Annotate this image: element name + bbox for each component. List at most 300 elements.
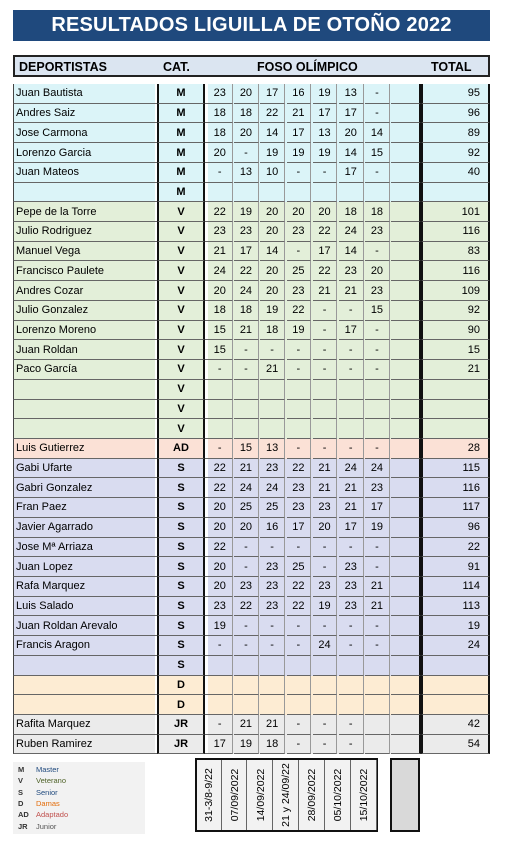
score-cell: - <box>313 616 338 636</box>
score-cell: 22 <box>287 597 312 617</box>
score-cell <box>208 676 233 696</box>
date-cell <box>327 760 352 830</box>
score-cell <box>208 656 233 676</box>
score-cell: - <box>208 360 233 380</box>
score-cell: 25 <box>260 498 285 518</box>
score-cell: 23 <box>365 281 390 301</box>
score-cell: 23 <box>339 261 364 281</box>
date-cell <box>223 760 248 830</box>
athlete-name: Javier Agarrado <box>13 518 155 538</box>
score-cell: 20 <box>208 577 233 597</box>
score-cell: - <box>313 557 338 577</box>
score-cell: 17 <box>260 84 285 104</box>
score-cell: 23 <box>287 281 312 301</box>
athlete-name <box>13 419 155 439</box>
category-cell: V <box>157 222 205 242</box>
score-cell: 14 <box>339 143 364 163</box>
score-cell: 21 <box>234 715 259 735</box>
score-cell: - <box>287 715 312 735</box>
category-cell: V <box>157 321 205 341</box>
score-cell <box>208 419 233 439</box>
athlete-name <box>13 380 155 400</box>
category-cell: S <box>157 656 205 676</box>
category-cell: V <box>157 400 205 420</box>
score-cell: 15 <box>208 321 233 341</box>
score-cell <box>313 380 338 400</box>
score-cell <box>365 380 390 400</box>
table-row <box>13 261 490 281</box>
table-row <box>13 360 490 380</box>
score-cell <box>391 380 421 400</box>
total-cell: 96 <box>421 518 490 538</box>
score-cell <box>391 202 421 222</box>
score-cell: 17 <box>208 735 233 755</box>
score-cell: 23 <box>208 84 233 104</box>
score-cell: - <box>365 321 390 341</box>
total-cell: 116 <box>421 478 490 498</box>
score-cell: 22 <box>313 261 338 281</box>
athlete-name: Pepe de la Torre <box>13 202 155 222</box>
score-cell: 24 <box>365 459 390 479</box>
athlete-name: Juan Roldan <box>13 340 155 360</box>
score-cell: - <box>339 301 364 321</box>
score-cell: 20 <box>365 261 390 281</box>
athlete-name: Fran Paez <box>13 498 155 518</box>
score-cell: - <box>313 360 338 380</box>
score-cell: 21 <box>234 459 259 479</box>
score-cell: - <box>234 360 259 380</box>
score-cell: 17 <box>339 321 364 341</box>
score-cell: 23 <box>260 557 285 577</box>
score-cell: 23 <box>287 222 312 242</box>
table-row <box>13 400 490 420</box>
score-cell <box>391 478 421 498</box>
score-cell: 19 <box>260 301 285 321</box>
score-cell: - <box>339 715 364 735</box>
score-cell <box>339 400 364 420</box>
category-cell: S <box>157 597 205 617</box>
table-row <box>13 557 490 577</box>
category-cell: S <box>157 478 205 498</box>
table-row <box>13 478 490 498</box>
score-cell: 23 <box>287 498 312 518</box>
category-cell: M <box>157 123 205 143</box>
score-cell: - <box>234 143 259 163</box>
athlete-name: Juan Bautista <box>13 84 155 104</box>
date-cell <box>301 760 326 830</box>
header-total: TOTAL <box>431 60 472 74</box>
score-cell: 17 <box>313 242 338 262</box>
score-cell: - <box>208 636 233 656</box>
total-cell: 24 <box>421 636 490 656</box>
total-cell: 19 <box>421 616 490 636</box>
score-cell <box>391 261 421 281</box>
score-cell: 19 <box>234 202 259 222</box>
score-cell: - <box>365 557 390 577</box>
score-cell: - <box>313 715 338 735</box>
table-row <box>13 242 490 262</box>
athlete-name: Francisco Paulete <box>13 261 155 281</box>
legend-item <box>18 799 60 808</box>
total-cell: 101 <box>421 202 490 222</box>
score-cell: 23 <box>313 577 338 597</box>
score-cell: - <box>234 538 259 558</box>
header-cat: CAT. <box>163 60 190 74</box>
score-cell: 22 <box>234 597 259 617</box>
score-cell: 20 <box>234 84 259 104</box>
score-cell: 21 <box>260 715 285 735</box>
category-cell: V <box>157 242 205 262</box>
total-cell <box>421 695 490 715</box>
score-cell: - <box>260 538 285 558</box>
score-cell: - <box>287 636 312 656</box>
score-cell: 15 <box>365 143 390 163</box>
score-cell <box>234 676 259 696</box>
legend-code: AD <box>18 810 29 820</box>
score-cell: - <box>287 242 312 262</box>
score-cell <box>391 715 421 735</box>
score-cell: - <box>234 616 259 636</box>
table-row <box>13 183 490 203</box>
score-cell <box>391 143 421 163</box>
score-cell: 17 <box>313 104 338 124</box>
score-cell <box>287 676 312 696</box>
score-cell <box>391 695 421 715</box>
score-cell: 20 <box>260 202 285 222</box>
total-cell: 116 <box>421 261 490 281</box>
score-cell <box>287 183 312 203</box>
score-cell: 16 <box>287 84 312 104</box>
date-cell <box>197 760 222 830</box>
score-cell: 20 <box>260 281 285 301</box>
athlete-name: Luis Salado <box>13 597 155 617</box>
score-cell: 14 <box>339 242 364 262</box>
score-cell: 17 <box>339 518 364 538</box>
legend-code: M <box>18 765 25 774</box>
score-cell: - <box>365 636 390 656</box>
score-cell: - <box>260 340 285 360</box>
category-cell: S <box>157 459 205 479</box>
score-cell <box>260 380 285 400</box>
total-cell <box>421 183 490 203</box>
score-cell: 17 <box>287 123 312 143</box>
score-cell: - <box>234 340 259 360</box>
score-cell: 23 <box>208 222 233 242</box>
score-cell: 22 <box>208 538 233 558</box>
table-row <box>13 301 490 321</box>
total-cell: 115 <box>421 459 490 479</box>
score-cell: 25 <box>287 261 312 281</box>
score-cell <box>391 538 421 558</box>
athlete-name: Jose Carmona <box>13 123 155 143</box>
score-cell: - <box>339 735 364 755</box>
score-cell <box>339 419 364 439</box>
score-cell <box>260 695 285 715</box>
total-cell: 40 <box>421 163 490 183</box>
header-event: FOSO OLÍMPICO <box>257 60 358 74</box>
score-cell <box>391 557 421 577</box>
score-cell: 17 <box>365 498 390 518</box>
score-cell: 19 <box>260 143 285 163</box>
score-cell: - <box>234 636 259 656</box>
date-label: 28/09/2022 <box>306 768 319 822</box>
total-cell: 91 <box>421 557 490 577</box>
score-cell: 19 <box>234 735 259 755</box>
score-cell: 19 <box>365 518 390 538</box>
score-cell: 24 <box>339 222 364 242</box>
table-row <box>13 676 490 696</box>
athlete-name: Lorenzo Garcia <box>13 143 155 163</box>
table-row <box>13 715 490 735</box>
score-cell: 21 <box>339 281 364 301</box>
score-cell <box>391 104 421 124</box>
score-cell: - <box>287 340 312 360</box>
athlete-name: Jose Mª Arriaza <box>13 538 155 558</box>
score-cell: 22 <box>313 222 338 242</box>
score-cell: - <box>313 340 338 360</box>
date-cell <box>352 760 377 830</box>
score-cell: - <box>339 439 364 459</box>
athlete-name <box>13 400 155 420</box>
legend-item <box>18 765 59 774</box>
category-cell: M <box>157 143 205 163</box>
total-cell: 54 <box>421 735 490 755</box>
score-cell: 24 <box>208 261 233 281</box>
score-cell: 13 <box>339 84 364 104</box>
total-cell: 42 <box>421 715 490 735</box>
score-cell: 18 <box>234 104 259 124</box>
total-cell <box>421 676 490 696</box>
score-cell: 18 <box>260 321 285 341</box>
score-cell: 14 <box>260 123 285 143</box>
athlete-name: Gabi Ufarte <box>13 459 155 479</box>
table-row <box>13 616 490 636</box>
score-cell: 19 <box>313 143 338 163</box>
score-cell <box>234 380 259 400</box>
category-cell: V <box>157 340 205 360</box>
category-cell: S <box>157 518 205 538</box>
athlete-name: Juan Lopez <box>13 557 155 577</box>
table-row <box>13 695 490 715</box>
athlete-name: Paco García <box>13 360 155 380</box>
table-row <box>13 518 490 538</box>
category-legend <box>13 762 145 834</box>
category-cell: V <box>157 281 205 301</box>
score-cell <box>391 360 421 380</box>
category-cell: D <box>157 695 205 715</box>
category-cell: V <box>157 202 205 222</box>
score-cell: 19 <box>287 143 312 163</box>
total-cell <box>421 656 490 676</box>
table-row <box>13 577 490 597</box>
legend-code: V <box>18 776 24 786</box>
score-cell: 23 <box>339 577 364 597</box>
score-cell <box>391 676 421 696</box>
table-row <box>13 281 490 301</box>
score-cell: 20 <box>234 123 259 143</box>
athlete-name: Juan Mateos <box>13 163 155 183</box>
score-cell: 23 <box>234 222 259 242</box>
table-row <box>13 104 490 124</box>
score-cell: - <box>365 242 390 262</box>
table-row <box>13 656 490 676</box>
score-cell: 21 <box>234 321 259 341</box>
score-cell: 22 <box>208 459 233 479</box>
score-cell: 23 <box>365 222 390 242</box>
score-cell: 19 <box>313 84 338 104</box>
category-cell: M <box>157 84 205 104</box>
table-header <box>13 55 490 77</box>
category-cell: D <box>157 676 205 696</box>
category-cell: V <box>157 301 205 321</box>
score-cell: 18 <box>365 202 390 222</box>
score-cell: 24 <box>260 478 285 498</box>
score-cell <box>260 183 285 203</box>
category-cell: JR <box>157 715 205 735</box>
score-cell: - <box>287 439 312 459</box>
score-cell <box>313 676 338 696</box>
score-cell: 22 <box>287 577 312 597</box>
score-cell <box>365 183 390 203</box>
score-cell: 21 <box>313 478 338 498</box>
total-cell: 22 <box>421 538 490 558</box>
total-cell: 28 <box>421 439 490 459</box>
total-cell: 92 <box>421 143 490 163</box>
legend-label: Veterano <box>36 776 67 786</box>
score-cell <box>287 380 312 400</box>
score-cell: 18 <box>208 301 233 321</box>
score-cell <box>365 715 390 735</box>
score-cell: 21 <box>365 577 390 597</box>
score-cell <box>391 656 421 676</box>
score-cell: 22 <box>208 202 233 222</box>
score-cell: 19 <box>287 321 312 341</box>
total-cell: 95 <box>421 84 490 104</box>
score-cell: 20 <box>260 222 285 242</box>
category-cell: AD <box>157 439 205 459</box>
score-cell <box>234 183 259 203</box>
date-label: 31-3/8-9/22 <box>202 768 215 822</box>
score-cell: 21 <box>313 281 338 301</box>
table-row <box>13 439 490 459</box>
score-cell: 18 <box>260 735 285 755</box>
table-row <box>13 321 490 341</box>
score-cell <box>234 419 259 439</box>
total-cell: 113 <box>421 597 490 617</box>
category-cell: S <box>157 636 205 656</box>
score-cell: - <box>339 360 364 380</box>
legend-item <box>18 810 68 819</box>
table-row <box>13 459 490 479</box>
score-cell: 18 <box>208 123 233 143</box>
score-cell <box>234 695 259 715</box>
table-row <box>13 498 490 518</box>
score-cell <box>391 242 421 262</box>
score-cell: 21 <box>208 242 233 262</box>
score-cell: 17 <box>339 163 364 183</box>
category-cell: M <box>157 104 205 124</box>
score-cell: 19 <box>208 616 233 636</box>
score-cell <box>391 498 421 518</box>
score-cell <box>313 695 338 715</box>
table-row <box>13 419 490 439</box>
athlete-name <box>13 676 155 696</box>
score-cell <box>208 183 233 203</box>
score-cell: 23 <box>234 577 259 597</box>
score-cell <box>391 735 421 755</box>
table-row <box>13 597 490 617</box>
score-cell: 18 <box>208 104 233 124</box>
table-row <box>13 636 490 656</box>
score-cell <box>260 656 285 676</box>
total-cell: 83 <box>421 242 490 262</box>
score-cell <box>391 400 421 420</box>
score-cell <box>287 400 312 420</box>
date-cell <box>249 760 274 830</box>
total-cell <box>421 380 490 400</box>
legend-code: S <box>18 787 24 797</box>
score-cell <box>365 419 390 439</box>
score-cell <box>365 656 390 676</box>
athlete-name: Julio Gonzalez <box>13 301 155 321</box>
score-cell: 23 <box>208 597 233 617</box>
score-cell <box>391 301 421 321</box>
date-cell <box>275 760 300 830</box>
athlete-name <box>13 656 155 676</box>
score-cell <box>260 676 285 696</box>
dates-extra-cell <box>390 758 420 832</box>
table-row <box>13 735 490 755</box>
score-cell: - <box>339 340 364 360</box>
score-cell <box>313 419 338 439</box>
date-label: 07/09/2022 <box>228 768 241 822</box>
results-table <box>13 84 490 754</box>
score-cell: 14 <box>260 242 285 262</box>
athlete-name: Ruben Ramirez <box>13 735 155 755</box>
score-cell <box>365 400 390 420</box>
score-cell: - <box>260 616 285 636</box>
score-cell: 21 <box>313 459 338 479</box>
total-cell <box>421 400 490 420</box>
score-cell: 10 <box>260 163 285 183</box>
total-cell <box>421 419 490 439</box>
legend-item <box>18 822 56 831</box>
score-cell: 14 <box>365 123 390 143</box>
score-cell: 24 <box>234 478 259 498</box>
score-cell <box>391 616 421 636</box>
score-cell: - <box>365 538 390 558</box>
date-label: 15/10/2022 <box>358 768 371 822</box>
athlete-name: Andres Saiz <box>13 104 155 124</box>
score-cell: 20 <box>313 518 338 538</box>
score-cell <box>391 459 421 479</box>
score-cell: 22 <box>208 478 233 498</box>
score-cell: 22 <box>234 261 259 281</box>
date-label: 14/09/2022 <box>254 768 267 822</box>
athlete-name: Francis Aragon <box>13 636 155 656</box>
score-cell: 25 <box>234 498 259 518</box>
score-cell <box>391 183 421 203</box>
category-cell: V <box>157 261 205 281</box>
category-cell: JR <box>157 735 205 755</box>
score-cell: 20 <box>208 518 233 538</box>
score-cell <box>391 281 421 301</box>
score-cell: 17 <box>287 518 312 538</box>
score-cell: 15 <box>365 301 390 321</box>
score-cell: - <box>313 163 338 183</box>
score-cell <box>391 321 421 341</box>
category-cell: V <box>157 360 205 380</box>
